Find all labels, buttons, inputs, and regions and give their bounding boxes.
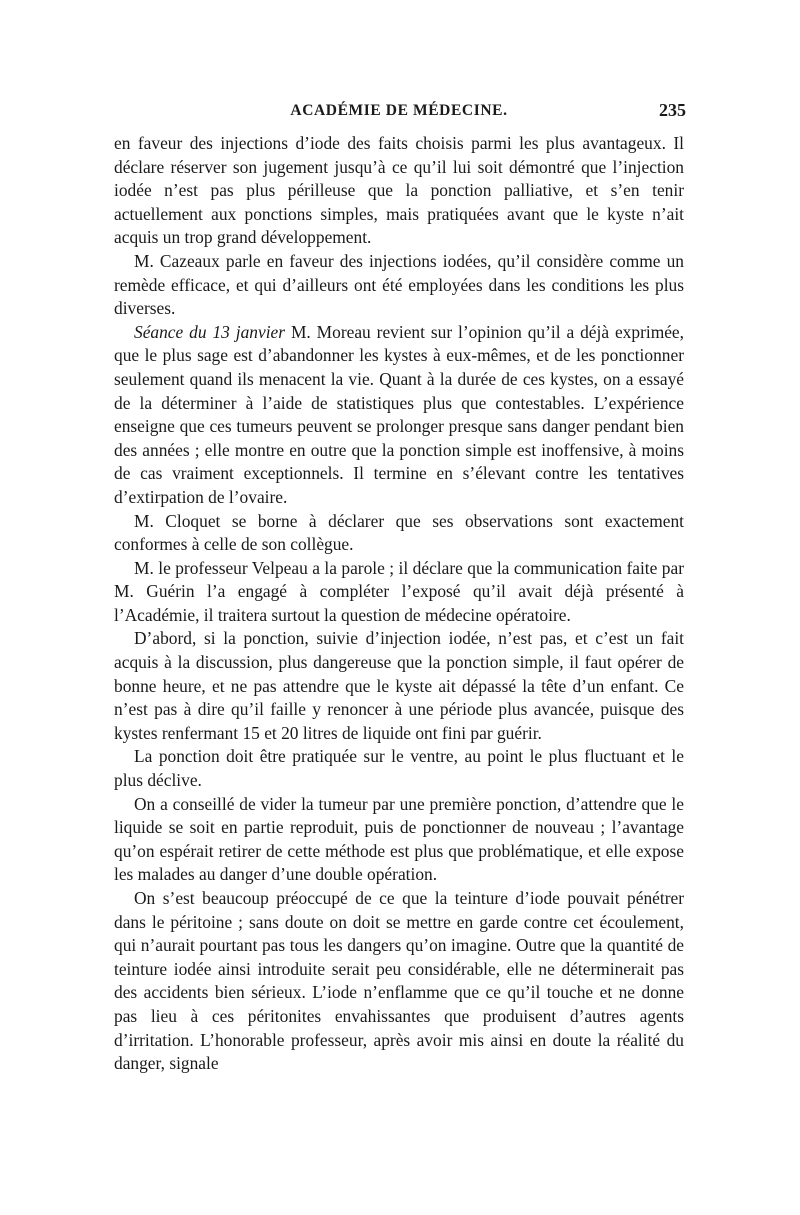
paragraph: On a conseillé de vider la tumeur par une première ponction, d’attendre que le liquide se soit en partie reproduit, puis de ponctionner de nouveau ; l’avantage qu’on espérait retirer de cette méthode est plus que problématique, et elle expose les malades au danger d’une double opération. (114, 793, 684, 885)
paragraph: M. Cazeaux parle en faveur des injections iodées, qu’il considère comme un remède efficace, et qui d’ailleurs ont été employées dans les conditions les plus diverses. (114, 250, 684, 319)
paragraph: en faveur des injections d’iode des faits choisis parmi les plus avantageux. Il déclare réserver son jugement jusqu’à ce qu’il lui soit démontré que l’injection iodée n’est pas plus périlleuse que la ponction palliative, et s’en tenir actuellement aux ponctions simples, mais pratiquées avant que le kyste n’ait acquis un trop grand développement. (114, 133, 684, 248)
paragraph: M. Cloquet se borne à déclarer que ses observations sont exactement conformes à celle de son collègue. (114, 510, 684, 555)
paragraph: D’abord, si la ponction, suivie d’injection iodée, n’est pas, et c’est un fait acquis à la discussion, plus dangereuse que la ponction simple, il faut opérer de bonne heure, et ne pas attendre que le kyste ait dépassé la tête d’un enfant. Ce n’est pas à dire qu’il faille y renoncer à une période plus avancée, puisque des kystes renfermant 15 et 20 litres de liquide ont fini par guérir. (114, 628, 684, 743)
running-head (114, 100, 684, 126)
paragraph: La ponction doit être pratiquée sur le ventre, au point le plus fluctuant et le plus déclive. (114, 746, 684, 791)
book-page (114, 100, 684, 1076)
page-number: 235 (659, 100, 686, 120)
paragraph: M. le professeur Velpeau a la parole ; il déclare que la communication faite par M. Guérin l’a engagé à compléter l’exposé qu’il avait déjà présenté à l’Académie, il traitera surtout la question de médecine opératoire. (114, 557, 684, 625)
paragraph: On s’est beaucoup préoccupé de ce que la teinture d’iode pouvait pénétrer dans le péritoine ; sans doute on doit se mettre en garde contre cet écoulement, qui n’aurait pourtant pas tous les dangers qu’on imagine. Outre que la quantité de teinture iodée ainsi introduite serait peu considérable, elle ne déterminerait pas des accidents bien sérieux. L’iode n’enflamme que ce qu’il touche et ne donne pas lieu à ces péritonites envahissantes que produisent d’autres agents d’irritation. L’honorable professeur, après avoir mis ainsi en doute la réalité du danger, signale (114, 888, 684, 1074)
paragraph (114, 321, 684, 510)
paragraph-text: M. Moreau revient sur l’opinion qu’il a déjà exprimée, que le plus sage est d’abandonner les kystes à eux-mêmes, et de les ponctionner seulement quand ils menacent la vie. Quant à la durée de ces kystes, on a essayé de la déterminer à l’aide de statistiques plus que contestables. L’expérience enseigne que ces tumeurs peuvent se prolonger presque sans danger pendant bien des années ; elle montre en outre que la ponction simple est inoffensive, à moins de cas vraiment exceptionnels. Il termine en s’élevant contre les tentatives d’extirpation de l’ovaire. (114, 321, 685, 507)
body-text (114, 132, 684, 1076)
seance-date-label: Séance du 13 janvier (134, 321, 286, 342)
running-title: ACADÉMIE DE MÉDECINE. (290, 102, 508, 119)
